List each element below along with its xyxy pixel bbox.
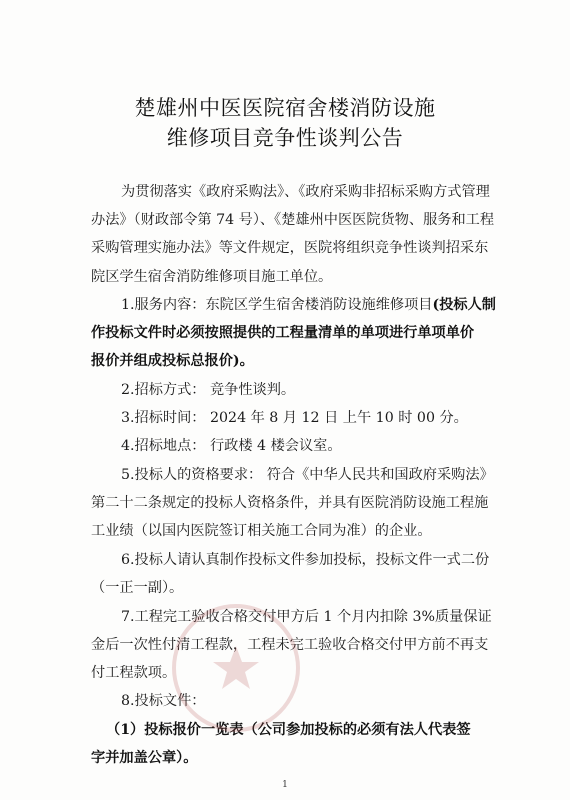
item-4-bid-location: 4.招标地点： 行政楼 4 楼会议室。 — [121, 438, 342, 454]
item-8-bid-documents: 8.投标文件： — [121, 693, 206, 709]
item-5-line: 工业绩（以国内医院签订相关施工合同为准）的企业。 — [91, 523, 432, 539]
item-1-line-3: 报价并组成投标总报价)。 — [91, 353, 254, 369]
document-title-line-1: 楚雄州中医医院宿舍楼消防设施 — [134, 96, 436, 120]
item-2-bid-method: 2.招标方式： 竞争性谈判。 — [121, 382, 296, 398]
item-5-line: 第二十二条规定的投标人资格条件，并具有医院消防设施工程施 — [91, 495, 489, 511]
item-7-line: 金后一次性付清工程款，工程未完工验收合格交付甲方前不再支 — [91, 637, 489, 653]
item-8-sub-line: （1）投标报价一览表（公司参加投标的必须有法人代表签 — [106, 722, 471, 738]
intro-line: 院区学生宿舍消防维修项目施工单位。 — [91, 269, 333, 285]
item-8-sub-line: 字并加盖公章）。 — [91, 750, 198, 766]
item-6-line: （一正一副）。 — [91, 580, 184, 596]
item-6-line: 6.投标人请认真制作投标文件参加投标，投标文件一式二份 — [121, 552, 490, 568]
item-1-line-2: 作投标文件时必须按照提供的工程量清单的单项进行单项单价 — [91, 325, 475, 341]
item-7-line: 付工程款项。 — [91, 665, 177, 681]
item-1-line-1 — [121, 296, 496, 314]
page-number: 1 — [282, 780, 288, 790]
item-1-service-content: 1.服务内容：东院区学生宿舍楼消防设施维修项目 — [121, 297, 433, 313]
document-title-line-2: 维修项目竞争性谈判公告 — [166, 126, 404, 150]
item-1-bold-note-start: (投标人制 — [432, 297, 496, 313]
item-7-line: 7.工程完工验收合格交付甲方后 1 个月内扣除 3%质量保证 — [121, 609, 492, 625]
official-seal-stamp — [166, 598, 306, 738]
item-3-bid-time: 3.招标时间： 2024 年 8 月 12 日 上午 10 时 00 分。 — [121, 410, 468, 426]
intro-line: 为贯彻落实《政府采购法》、《政府采购非招标采购方式管理 — [121, 184, 490, 200]
intro-line: 采购管理实施办法》等文件规定，医院将组织竞争性谈判招采东 — [91, 240, 489, 256]
item-5-line: 5.投标人的资格要求： 符合《中华人民共和国政府采购法》 — [121, 467, 494, 483]
intro-line: 办法》（财政部令第 74 号）、《楚雄州中医医院货物、服务和工程 — [91, 212, 495, 228]
